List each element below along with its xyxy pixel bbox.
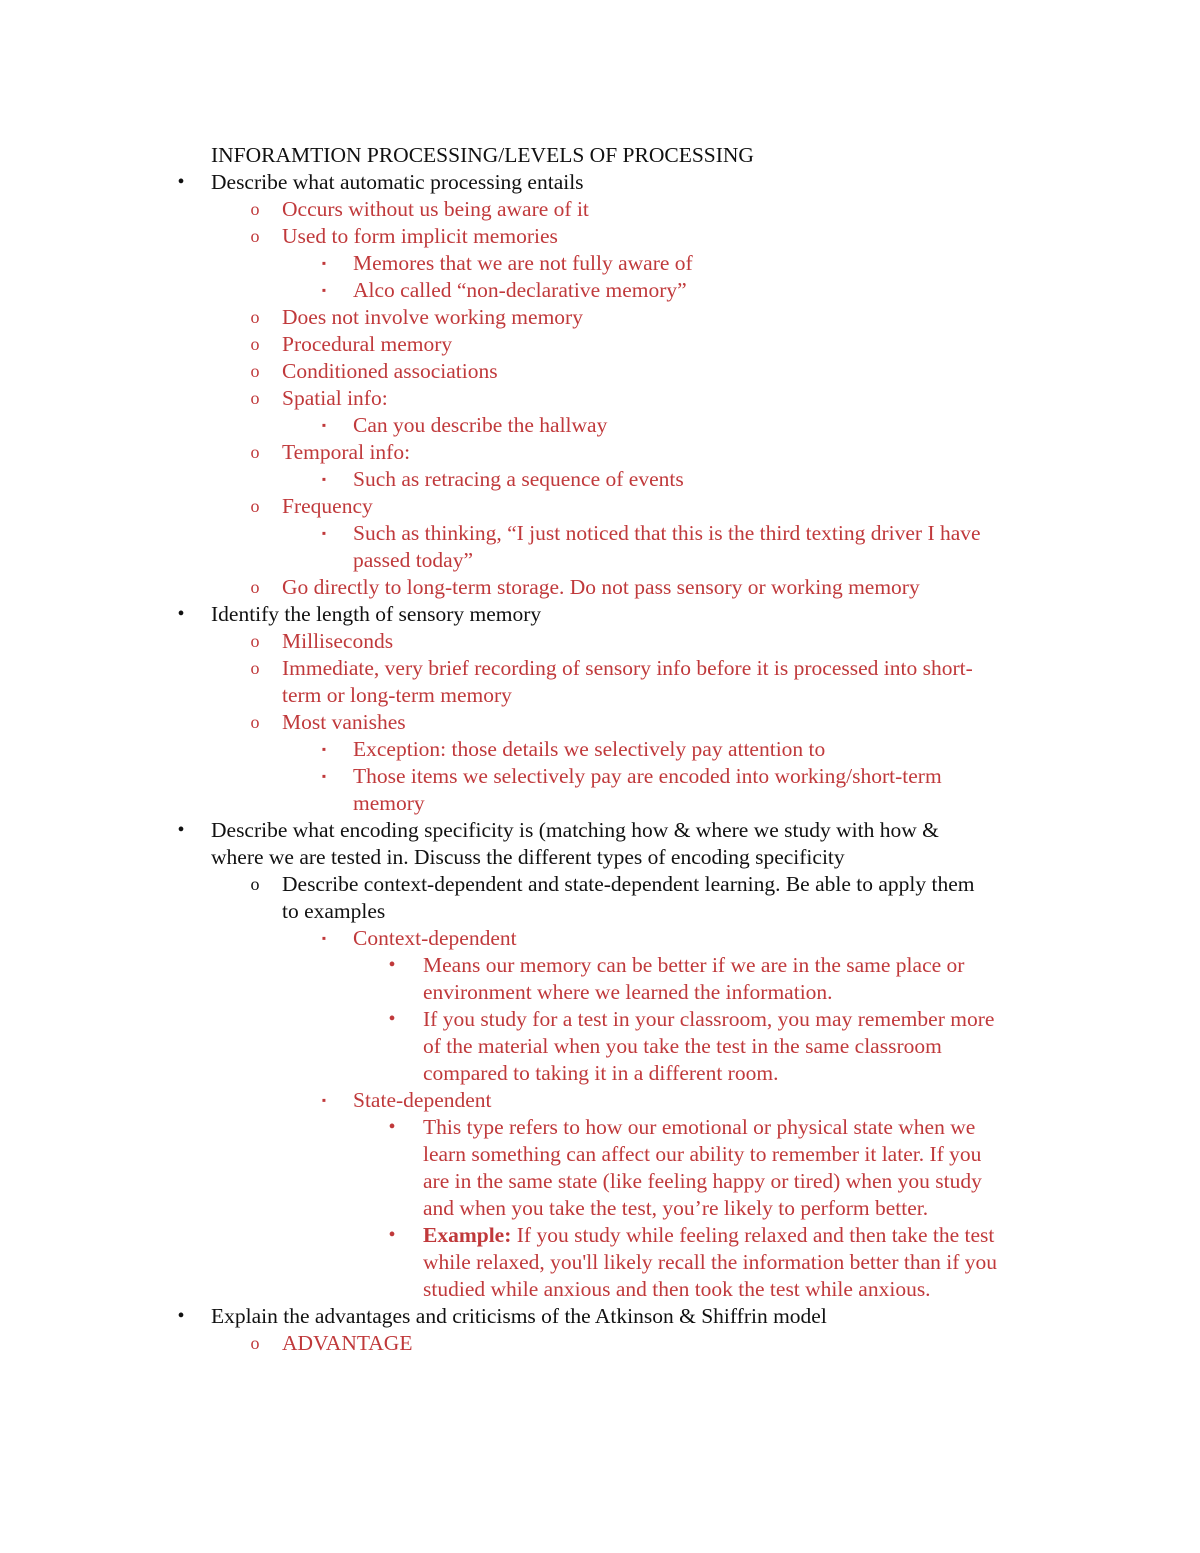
outline-item-text: of the material when you take the test in the same classroom: [423, 1034, 942, 1058]
outline-item-text: where we are tested in. Discuss the different types of encoding specificity: [211, 845, 845, 869]
outline-item-level-2: [0, 358, 1200, 385]
outline-item-level-1: [0, 169, 1200, 196]
outline-item-text: Means our memory can be better if we are in the same place or: [423, 953, 965, 977]
outline-item-text: Procedural memory: [282, 332, 453, 356]
outline-item-text: Spatial info:: [282, 386, 388, 410]
outline-item-level-4: [0, 1222, 1200, 1249]
outline-item-text: term or long-term memory: [282, 683, 512, 707]
outline-item-level-2: [0, 223, 1200, 250]
outline-item-level-2: [0, 196, 1200, 223]
outline-item-level-4: [0, 1195, 1200, 1222]
outline-item-level-4: [0, 1060, 1200, 1087]
outline-item-text: Immediate, very brief recording of sensory info before it is processed into short-: [282, 656, 973, 680]
outline-item-text: Exception: those details we selectively pay attention to: [353, 737, 826, 761]
outline-item-level-2: [0, 871, 1200, 898]
outline-item-text: Frequency: [282, 494, 373, 518]
outline-item-level-2: [0, 331, 1200, 358]
outline-item-level-3: [0, 250, 1200, 277]
outline-item-text: compared to taking it in a different room.: [423, 1061, 779, 1085]
circle-bullet-icon: o: [250, 307, 260, 327]
outline-item-level-1: [0, 601, 1200, 628]
outline-item-level-3: [0, 925, 1200, 952]
outline-item-level-3: [0, 466, 1200, 493]
outline-item-text: Can you describe the hallway: [353, 413, 608, 437]
square-bullet-icon: ▪: [321, 526, 327, 540]
outline-item-level-1: [0, 844, 1200, 871]
outline-item-level-4: [0, 1141, 1200, 1168]
outline-item-text: Conditioned associations: [282, 359, 498, 383]
outline-item-level-2: [0, 1330, 1200, 1357]
example-label: Example:: [423, 1223, 512, 1247]
outline-item-text: to examples: [282, 899, 386, 923]
square-bullet-icon: ▪: [321, 769, 327, 783]
outline-item-level-4: [0, 952, 1200, 979]
outline-item-text: Explain the advantages and criticisms of the Atkinson & Shiffrin model: [211, 1304, 827, 1328]
outline-item-text: while relaxed, you'll likely recall the information better than if you: [423, 1250, 998, 1274]
square-bullet-icon: ▪: [321, 256, 327, 270]
outline-item-text: Describe what encoding specificity is (matching how & where we study with how &: [211, 818, 939, 842]
circle-bullet-icon: o: [250, 334, 260, 354]
outline-item-level-3: [0, 736, 1200, 763]
circle-bullet-icon: o: [250, 226, 260, 246]
document-body: [0, 142, 1200, 1357]
circle-bullet-icon: o: [250, 199, 260, 219]
outline-item-level-2: [0, 439, 1200, 466]
square-bullet-icon: ▪: [321, 742, 327, 756]
outline-item-level-2: [0, 709, 1200, 736]
outline-item-text: passed today”: [353, 548, 474, 572]
disc-bullet-icon: •: [177, 603, 185, 625]
outline-item-text: Most vanishes: [282, 710, 406, 734]
outline-item-text: Milliseconds: [282, 629, 394, 653]
outline-item-text: Such as retracing a sequence of events: [353, 467, 684, 491]
square-bullet-icon: ▪: [321, 283, 327, 297]
outline-item-level-3: [0, 1087, 1200, 1114]
outline-item-text: learn something can affect our ability to remember it later. If you: [423, 1142, 982, 1166]
outline-item-text: Does not involve working memory: [282, 305, 583, 329]
outline-item-text: Context-dependent: [353, 926, 517, 950]
outline-item-level-4: [0, 979, 1200, 1006]
outline-item-text: memory: [353, 791, 425, 815]
outline-item-level-4: [0, 1006, 1200, 1033]
outline-item-text: If you study for a test in your classroom, you may remember more: [423, 1007, 995, 1031]
disc-bullet-icon: •: [388, 1224, 396, 1246]
circle-bullet-icon: o: [250, 712, 260, 732]
circle-bullet-icon: o: [250, 361, 260, 381]
outline-item-text: Temporal info:: [282, 440, 411, 464]
outline-item-level-2: [0, 574, 1200, 601]
circle-bullet-icon: o: [250, 658, 260, 678]
square-bullet-icon: ▪: [321, 1093, 327, 1107]
square-bullet-icon: ▪: [321, 472, 327, 486]
outline-item-level-2: [0, 898, 1200, 925]
circle-bullet-icon: o: [250, 442, 260, 462]
circle-bullet-icon: o: [250, 388, 260, 408]
outline-item-level-2: [0, 628, 1200, 655]
square-bullet-icon: ▪: [321, 931, 327, 945]
outline-item-text: Used to form implicit memories: [282, 224, 558, 248]
outline-item-text: Occurs without us being aware of it: [282, 197, 589, 221]
disc-bullet-icon: •: [177, 1305, 185, 1327]
outline-item-text: If you study while feeling relaxed and then take the test: [511, 1223, 995, 1247]
outline-item-level-3: [0, 790, 1200, 817]
outline-item-level-3: [0, 277, 1200, 304]
outline-item-level-3: [0, 763, 1200, 790]
outline-item-level-4: [0, 1114, 1200, 1141]
outline-item-level-3: [0, 547, 1200, 574]
outline-item-level-4: [0, 1033, 1200, 1060]
outline-item-text: Identify the length of sensory memory: [211, 602, 542, 626]
outline-item-text: State-dependent: [353, 1088, 492, 1112]
outline-item-text: Alco called “non-declarative memory”: [353, 278, 687, 302]
outline-item-level-2: [0, 493, 1200, 520]
circle-bullet-icon: o: [250, 874, 260, 894]
disc-bullet-icon: •: [388, 954, 396, 976]
outline-item-level-1: [0, 1303, 1200, 1330]
outline-item-text: Such as thinking, “I just noticed that this is the third texting driver I have: [353, 521, 981, 545]
circle-bullet-icon: o: [250, 577, 260, 597]
outline-item-text: This type refers to how our emotional or physical state when we: [423, 1115, 976, 1139]
circle-bullet-icon: o: [250, 1333, 260, 1353]
disc-bullet-icon: •: [177, 171, 185, 193]
outline-item-text: and when you take the test, you’re likely to perform better.: [423, 1196, 929, 1220]
outline-item-level-4: [0, 1249, 1200, 1276]
outline-item-level-3: [0, 520, 1200, 547]
outline-item-level-4: [0, 1168, 1200, 1195]
disc-bullet-icon: •: [388, 1008, 396, 1030]
outline-item-level-2: [0, 304, 1200, 331]
outline-item-level-2: [0, 385, 1200, 412]
square-bullet-icon: ▪: [321, 418, 327, 432]
disc-bullet-icon: •: [177, 819, 185, 841]
outline-item-level-3: [0, 412, 1200, 439]
outline-item-text: studied while anxious and then took the test while anxious.: [423, 1277, 931, 1301]
outline-item-text: environment where we learned the information.: [423, 980, 833, 1004]
outline-item-level-2: [0, 655, 1200, 682]
outline-item-level-1: [0, 817, 1200, 844]
outline-item-text: Describe context-dependent and state-dependent learning. Be able to apply them: [282, 872, 975, 896]
disc-bullet-icon: •: [388, 1116, 396, 1138]
circle-bullet-icon: o: [250, 496, 260, 516]
outline-item-text: Describe what automatic processing entails: [211, 170, 584, 194]
outline-item-level-2: [0, 682, 1200, 709]
outline-item-text: are in the same state (like feeling happy or tired) when you study: [423, 1169, 982, 1193]
outline-item-level-4: [0, 1276, 1200, 1303]
document-title: INFORAMTION PROCESSING/LEVELS OF PROCESSING: [211, 143, 754, 167]
circle-bullet-icon: o: [250, 631, 260, 651]
outline-item-text: Memores that we are not fully aware of: [353, 251, 693, 275]
outline-item-text: Go directly to long-term storage. Do not pass sensory or working memory: [282, 575, 920, 599]
outline-item-text: ADVANTAGE: [282, 1331, 413, 1355]
outline-item-text: Those items we selectively pay are encoded into working/short-term: [353, 764, 942, 788]
